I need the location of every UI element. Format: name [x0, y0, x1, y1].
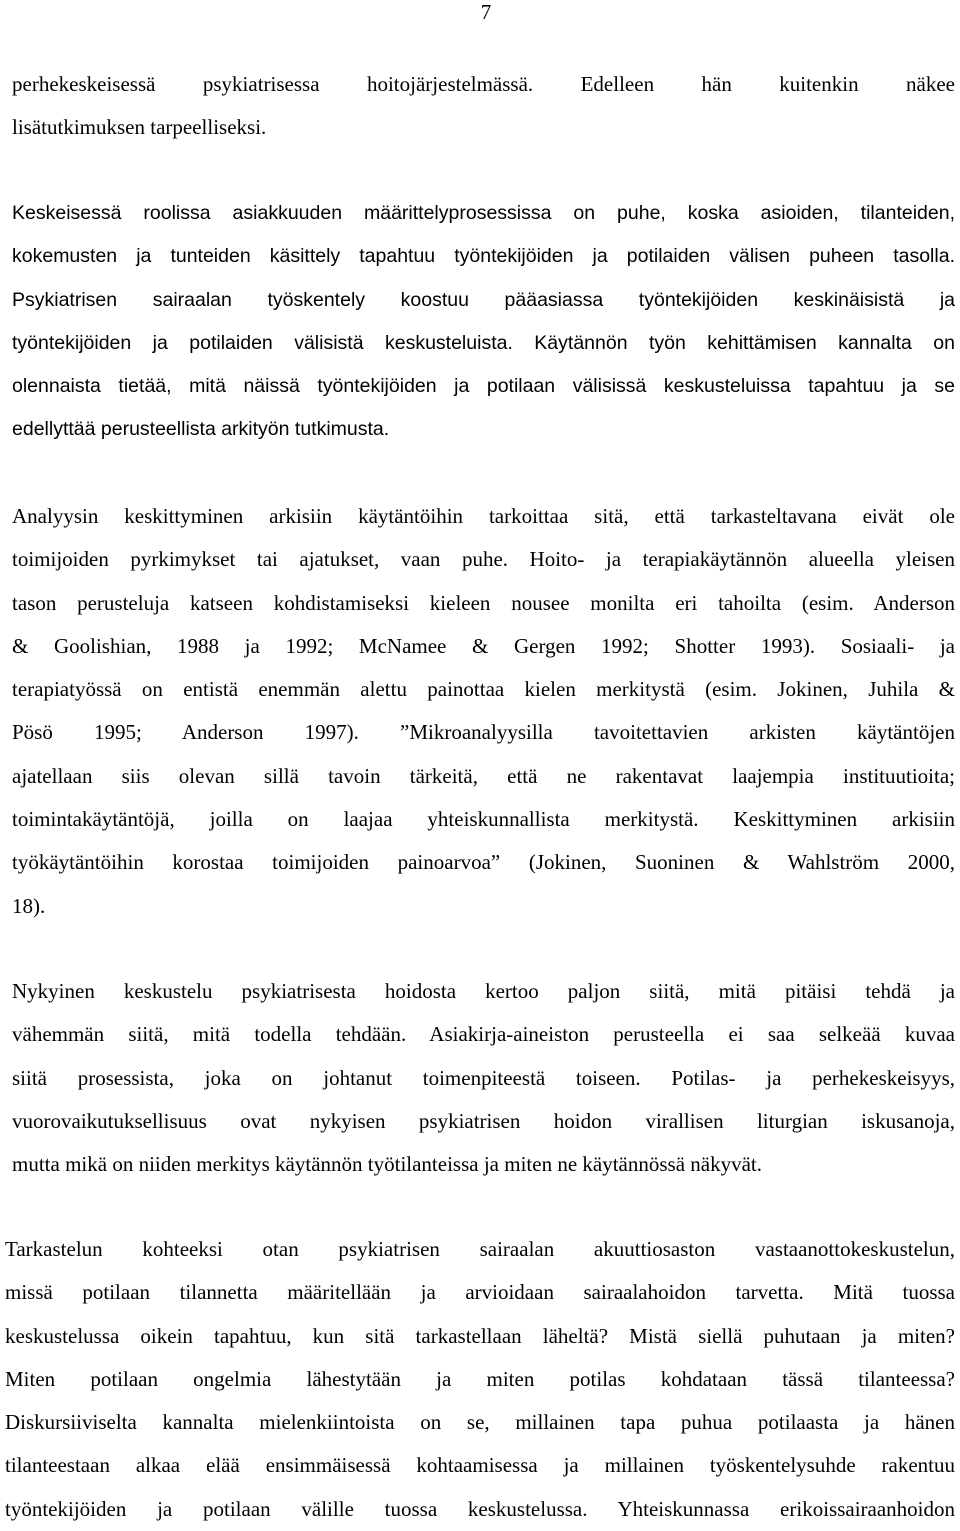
- text-line: 18).: [12, 893, 46, 918]
- text-line: Pösö 1995; Anderson 1997). ”Mikroanalyysilla tavoitettavien arkisten käytäntöjen: [12, 720, 955, 745]
- text-line: Nykyinen keskustelu psykiatrisesta hoidosta kertoo paljon siitä, mitä pitäisi tehdä ja: [12, 979, 955, 1003]
- text-line: & Goolishian, 1988 ja 1992; McNamee & Gergen 1992; Shotter 1993). Sosiaali- ja: [12, 633, 955, 658]
- page-number: 7: [480, 0, 492, 24]
- text-line: työntekijöiden ja potilaan välille tuossa keskustelussa. Yhteiskunnassa erikoissairaanhoidon: [5, 1496, 955, 1521]
- text-line: Diskursiiviselta kannalta mielenkiintoista on se, millainen tapa puhua potilaasta ja hänen: [5, 1410, 955, 1435]
- text-line: Tarkastelun kohteeksi otan psykiatrisen sairaalan akuuttiosaston vastaanottokeskustelun,: [5, 1237, 955, 1261]
- text-line: ajatellaan siis olevan sillä tavoin tärkeitä, että ne rakentavat laajempia instituutioita;: [12, 763, 955, 788]
- text-line: mutta mikä on niiden merkitys käytännön työtilanteissa ja miten ne käytännössä näkyvät.: [12, 1152, 763, 1177]
- text-line: lisätutkimuksen tarpeelliseksi.: [12, 115, 267, 140]
- text-line: tason perusteluja katseen kohdistamiseksi kieleen nousee monilta eri tahoilta (esim. Anderson: [12, 590, 955, 615]
- text-line: työntekijöiden ja potilaiden välisistä keskusteluista. Käytännön työn kehittämisen kannalta on: [12, 331, 955, 354]
- text-line: missä potilaan tilannetta määritellään ja arvioidaan sairaalahoidon tarvetta. Mitä tuossa: [5, 1280, 955, 1305]
- paragraph-3: [12, 495, 955, 928]
- text-line: Miten potilaan ongelmia lähestytään ja miten potilas kohdataan tässä tilanteessa?: [5, 1366, 955, 1391]
- paragraph-5: [5, 1228, 955, 1531]
- text-line: tilanteestaan alkaa elää ensimmäisessä kohtaamisessa ja millainen työskentelysuhde rakentuu: [5, 1453, 955, 1478]
- text-line: työkäytäntöihin korostaa toimijoiden painoarvoa” (Jokinen, Suoninen & Wahlström 2000,: [12, 850, 955, 875]
- paragraph-1: [12, 63, 955, 150]
- text-line: edellyttää perusteellista arkityön tutkimusta.: [12, 418, 390, 441]
- text-line: Analyysin keskittyminen arkisiin käytäntöihin tarkoittaa sitä, että tarkasteltavana eivät ole: [12, 504, 955, 528]
- text-line: vuorovaikutuksellisuus ovat nykyisen psykiatrisen hoidon virallisen liturgian iskusanoja,: [12, 1108, 955, 1133]
- text-line: kokemusten ja tunteiden käsittely tapahtuu työntekijöiden ja potilaiden välisen puheen tasolla.: [12, 245, 955, 268]
- text-line: terapiatyössä on entistä enemmän alettu painottaa kielen merkitystä (esim. Jokinen, Juhila &: [12, 677, 955, 702]
- text-line: toimintakäytäntöjä, joilla on laajaa yhteiskunnallista merkitystä. Keskittyminen arkisiin: [12, 807, 955, 832]
- text-line: siitä prosessista, joka on johtanut toimenpiteestä toiseen. Potilas- ja perhekeskeisyys,: [12, 1065, 955, 1090]
- text-line: perhekeskeisessä psykiatrisessa hoitojärjestelmässä. Edelleen hän kuitenkin näkee: [12, 72, 955, 96]
- paragraph-2: [12, 192, 955, 452]
- text-line: olennaista tietää, mitä näissä työntekijöiden ja potilaan välisissä keskusteluissa tapahtuu ja se: [12, 375, 955, 398]
- text-line: Psykiatrisen sairaalan työskentely koostuu pääasiassa työntekijöiden keskinäisistä ja: [12, 288, 955, 311]
- text-line: keskustelussa oikein tapahtuu, kun sitä tarkastellaan läheltä? Mistä siellä puhutaan ja miten?: [5, 1323, 955, 1348]
- text-line: vähemmän siitä, mitä todella tehdään. Asiakirja-aineiston perusteella ei saa selkeää kuvaa: [12, 1022, 955, 1047]
- text-line: toimijoiden pyrkimykset tai ajatukset, vaan puhe. Hoito- ja terapiakäytännön alueella yleisen: [12, 547, 955, 572]
- paragraph-4: [12, 970, 955, 1186]
- text-line: Keskeisessä roolissa asiakkuuden määrittelyprosessissa on puhe, koska asioiden, tilanteiden,: [12, 202, 955, 224]
